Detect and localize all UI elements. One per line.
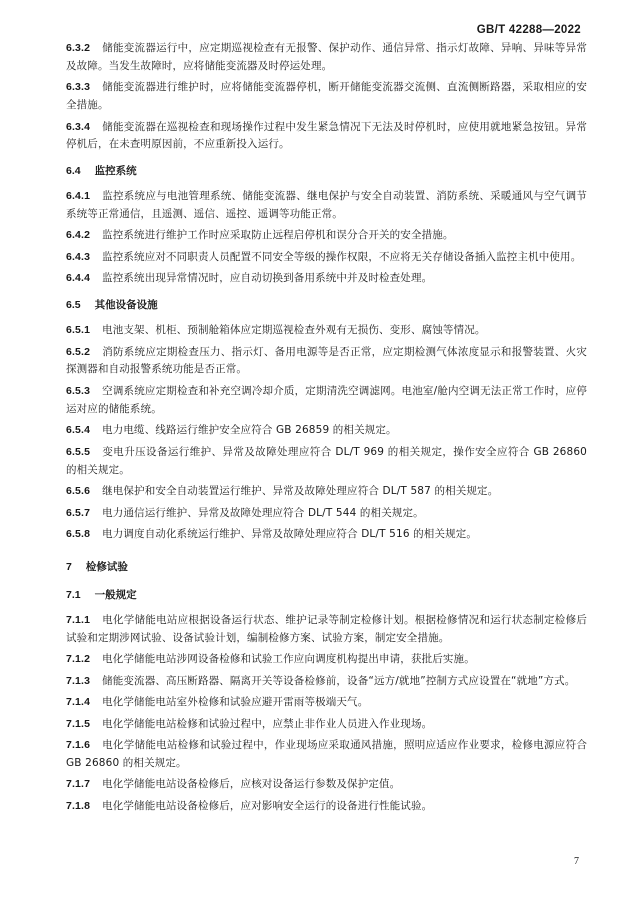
clause-text: 监控系统应与电池管理系统、储能变流器、继电保护与安全自动装置、消防系统、采暖通风与空气调节系统等正常通信，且遥测、遥信、遥控、遥调等功能正常。 [66,190,587,220]
page-number: 7 [574,856,579,867]
clause-number: 6.4.4 [66,272,91,285]
clause-number: 6.5.1 [66,324,91,337]
clause-number: 7.1.5 [66,717,91,730]
clause-paragraph [66,79,587,115]
clause-number: 7.1.3 [66,674,91,687]
clause-number: 6.5.6 [66,485,91,498]
clause-paragraph [66,798,587,816]
document-standard-number: GB/T 42288—2022 [476,24,581,36]
clause-paragraph [66,716,587,734]
clause-text: 电化学储能电站涉网设备检修和试验工作应向调度机构提出申请，获批后实施。 [102,653,475,666]
clause-text: 其他设备设施 [94,299,158,312]
clause-paragraph [66,694,587,712]
clause-paragraph [66,737,587,773]
clause-text: 电力电缆、线路运行维护安全应符合 GB 26859 的相关规定。 [102,424,397,437]
clause-number: 7.1.6 [66,739,91,751]
clause-number: 6.4 [66,165,81,178]
clause-paragraph [66,444,587,480]
clause-text: 电化学储能电站设备检修后，应核对设备运行参数及保护定值。 [102,778,401,791]
clause-text: 储能变流器、高压断路器、隔离开关等设备检修前，设备“远方/就地”控制方式应设置在“就地”方式。 [102,674,576,687]
clause-number: 6.5.3 [66,384,91,397]
clause-paragraph [66,270,587,288]
clause-number: 6.3.2 [66,42,91,54]
clause-number: 6.5 [66,299,81,312]
section-heading [66,296,587,314]
section-heading [66,586,587,604]
clause-text: 一般规定 [94,588,137,601]
clause-number: 6.5.7 [66,506,91,519]
clause-number: 6.5.4 [66,424,91,437]
clause-number: 6.4.3 [66,250,91,263]
clause-text: 电力调度自动化系统运行维护、异常及故障处理应符合 DL/T 516 的相关规定。 [102,527,478,540]
clause-number: 7.1.1 [66,613,91,626]
clause-paragraph [66,776,587,794]
clause-text: 监控系统出现异常情况时，应自动切换到备用系统中并及时检查处理。 [102,272,433,285]
clause-paragraph [66,483,587,501]
clause-text: 电力通信运行维护、异常及故障处理应符合 DL/T 544 的相关规定。 [102,506,424,519]
clause-paragraph [66,188,587,224]
clause-text: 储能变流器进行维护时，应将储能变流器停机，断开储能变流器交流侧、直流侧断路器，采取相应的安全措施。 [66,81,587,112]
clause-number: 7.1 [66,588,81,601]
clause-text: 电化学储能电站设备检修后，应对影响安全运行的设备进行性能试验。 [102,799,433,812]
clause-text: 电化学储能电站应根据设备运行状态、维护记录等制定检修计划。根据检修情况和运行状态制定检修后试验和定期涉网试验、设备试验计划，编制检修方案、试验方案，制定安全措施。 [66,613,587,644]
clause-number: 7.1.2 [66,653,91,666]
clause-paragraph [66,322,587,340]
clause-text: 监控系统进行维护工作时应采取防止远程启停机和误分合开关的安全措施。 [102,229,454,242]
clause-text: 空调系统应定期检查和补充空调冷却介质，定期清洗空调滤网。电池室/舱内空调无法正常工作时，应停运对应的储能系统。 [66,384,587,415]
clause-paragraph [66,119,587,155]
clause-paragraph [66,651,587,669]
clause-text: 电化学储能电站检修和试验过程中，应禁止非作业人员进入作业现场。 [102,717,433,730]
clause-text: 电池支架、机柜、预制舱箱体应定期巡视检查外观有无损伤、变形、腐蚀等情况。 [102,324,486,337]
clause-number: 7.1.4 [66,696,91,709]
section-heading [66,558,587,576]
clause-paragraph [66,612,587,648]
clause-number: 6.3.4 [66,120,91,133]
clause-paragraph [66,383,587,419]
clause-paragraph [66,344,587,380]
section-heading [66,162,587,180]
clause-number: 6.4.1 [66,190,91,203]
clause-text: 检修试验 [85,560,128,573]
clause-text: 继电保护和安全自动装置运行维护、异常及故障处理应符合 DL/T 587 的相关规定。 [102,485,499,498]
clause-text: 储能变流器运行中，应定期巡视检查有无报警、保护动作、通信异常、指示灯故障、异响、异味等异常及故障。当发生故障时，应将储能变流器及时停运处理。 [66,42,587,72]
clause-paragraph [66,673,587,691]
clause-number: 6.5.5 [66,445,91,458]
clause-number: 7.1.8 [66,799,91,812]
clause-text: 变电升压设备运行维护、异常及故障处理应符合 DL/T 969 的相关规定，操作安全应符合 GB 26860 的相关规定。 [66,445,587,476]
clause-number: 6.5.2 [66,345,91,358]
clause-paragraph [66,422,587,440]
clause-paragraph [66,526,587,544]
clause-paragraph [66,40,587,76]
clause-number: 7 [66,560,72,573]
clause-number: 6.5.8 [66,527,91,540]
clause-text: 消防系统应定期检查压力、指示灯、备用电源等是否正常，应定期检测气体浓度显示和报警装置、火灾探测器和自动报警系统功能是否正常。 [66,345,587,376]
clause-number: 6.3.3 [66,81,91,94]
clause-text: 电化学储能电站室外检修和试验应避开雷雨等极端天气。 [102,696,369,709]
clause-text: 监控系统 [94,165,137,178]
clause-text: 电化学储能电站检修和试验过程中，作业现场应采取通风措施，照明应适应作业要求，检修电源应符合 GB 26860 的相关规定。 [66,739,587,769]
document-body [66,40,587,819]
clause-paragraph [66,227,587,245]
clause-paragraph [66,249,587,267]
clause-text: 储能变流器在巡视检查和现场操作过程中发生紧急情况下无法及时停机时，应使用就地紧急按钮。异常停机后，在未查明原因前，不应重新投入运行。 [66,120,587,151]
clause-paragraph [66,505,587,523]
clause-number: 7.1.7 [66,778,91,791]
clause-number: 6.4.2 [66,229,91,242]
clause-text: 监控系统应对不同职责人员配置不同安全等级的操作权限，不应将无关存储设备插入监控主机中使用。 [102,250,582,263]
